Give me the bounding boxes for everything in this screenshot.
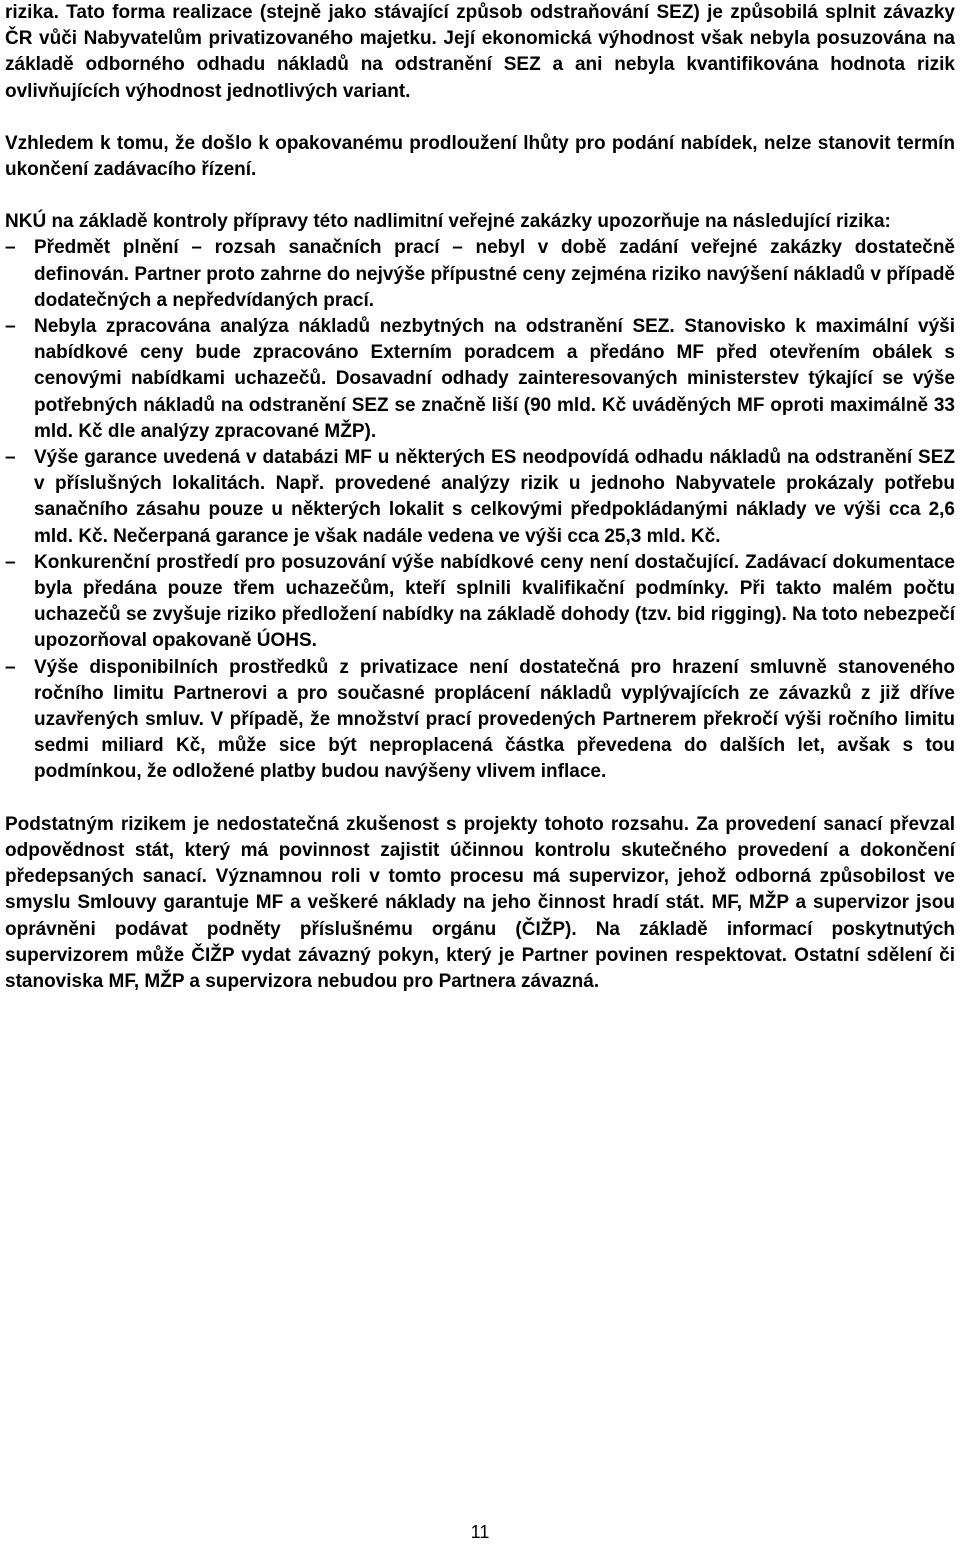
document-page (5, 0, 955, 995)
paragraph-gap (5, 786, 955, 812)
paragraph-nku-warning-intro: NKÚ na základě kontroly přípravy této nadlimitní veřejné zakázky upozorňuje na následující rizika: (5, 211, 891, 233)
paragraph-supervision-risk: Podstatným rizikem je nedostatečná zkušenost s projekty tohoto rozsahu. Za provedení sanací převzal odpovědnost stát, který má povinnost zajistit účinnou kontrolu skutečného provedení a dokončení předepsaných sanací. Významnou roli v tomto procesu má supervizor, jehož odborná způsobilost ve smyslu Smlouvy garantuje MF a veškeré náklady na jeho činnost hradí stát. MF, MŽP a supervizor jsou oprávněni podávat podněty příslušnému orgánu (ČIŽP). Na základě informací poskytnutých supervizorem může ČIŽP vydat závazný pokyn, který je Partner povinen respektovat. Ostatní sdělení či stanoviska MF, MŽP a supervizora nebudou pro Partnera závazná. (5, 813, 955, 992)
paragraph-gap (5, 105, 955, 131)
risk-list-item (5, 655, 955, 786)
risk-list-item (5, 314, 955, 445)
risk-list-item (5, 235, 955, 314)
risk-text: Konkurenční prostředí pro posuzování výše nabídkové ceny není dostačující. Zadávací dokumentace byla předána pouze třem uchazečům, kteří splnili kvalifikační podmínky. Při takto malém počtu uchazečů se zvyšuje riziko předložení nabídky na základě dohody (tzv. bid rigging). Na toto nebezpečí upozorňoval opakovaně ÚOHS. (34, 551, 955, 652)
risk-list-item (5, 550, 955, 655)
dash-bullet-icon: – (5, 237, 16, 259)
dash-bullet-icon: – (5, 551, 16, 573)
page-number: 11 (470, 1522, 490, 1542)
risk-text: Nebyla zpracována analýza nákladů nezbytných na odstranění SEZ. Stanovisko k maximální výši nabídkové ceny bude zpracováno Externím poradcem a předáno MF před otevřením obálek s cenovými nabídkami uchazečů. Dosavadní odhady zainteresovaných ministerstev týkající se výše potřebných nákladů na odstranění SEZ se značně liší (90 mld. Kč uváděných MF oproti maximálně 33 mld. Kč dle analýzy zpracované MŽP). (34, 316, 955, 442)
paragraph-risk-form-evaluation: rizika. Tato forma realizace (stejně jako stávající způsob odstraňování SEZ) je způsobilá splnit závazky ČR vůči Nabyvatelům privatizovaného majetku. Její ekonomická výhodnost však nebyla posuzována na základě odborného odhadu nákladů na odstranění SEZ a ani nebyla kvantifikována hodnota rizik ovlivňujících výhodnost jednotlivých variant. (5, 2, 955, 102)
risk-text: Výše garance uvedená v databázi MF u některých ES neodpovídá odhadu nákladů na odstranění SEZ v příslušných lokalitách. Např. provedené analýzy rizik u jednoho Nabyvatele prokázaly potřebu sanačního zásahu pouze u některých lokalit s celkovými předpokládanými náklady ve výši cca 2,6 mld. Kč. Nečerpaná garance je však nadále vedena ve výši cca 25,3 mld. Kč. (34, 447, 955, 547)
risk-list (5, 235, 955, 785)
paragraph-deadline-extension: Vzhledem k tomu, že došlo k opakovanému prodloužení lhůty pro podání nabídek, nelze stanovit termín ukončení zadávacího řízení. (5, 132, 955, 181)
dash-bullet-icon: – (5, 316, 16, 338)
paragraph-gap (5, 183, 955, 209)
risk-text: Výše disponibilních prostředků z privatizace není dostatečná pro hrazení smluvně stanoveného ročního limitu Partnerovi a pro současné proplácení nákladů vyplývajících ze závazků z již dříve uzavřených smluv. V případě, že množství prací provedených Partnerem překročí výši ročního limitu sedmi miliard Kč, může sice být neproplacená částka převedena do dalších let, avšak s tou podmínkou, že odložené platby budou navýšeny vlivem inflace. (34, 656, 955, 783)
dash-bullet-icon: – (5, 656, 16, 678)
risk-list-item (5, 445, 955, 550)
dash-bullet-icon: – (5, 447, 16, 469)
risk-text: Předmět plnění – rozsah sanačních prací – nebyl v době zadání veřejné zakázky dostatečně definován. Partner proto zahrne do nejvýše přípustné ceny zejména riziko navýšení nákladů v případě dodatečných a nepředvídaných prací. (34, 237, 955, 311)
